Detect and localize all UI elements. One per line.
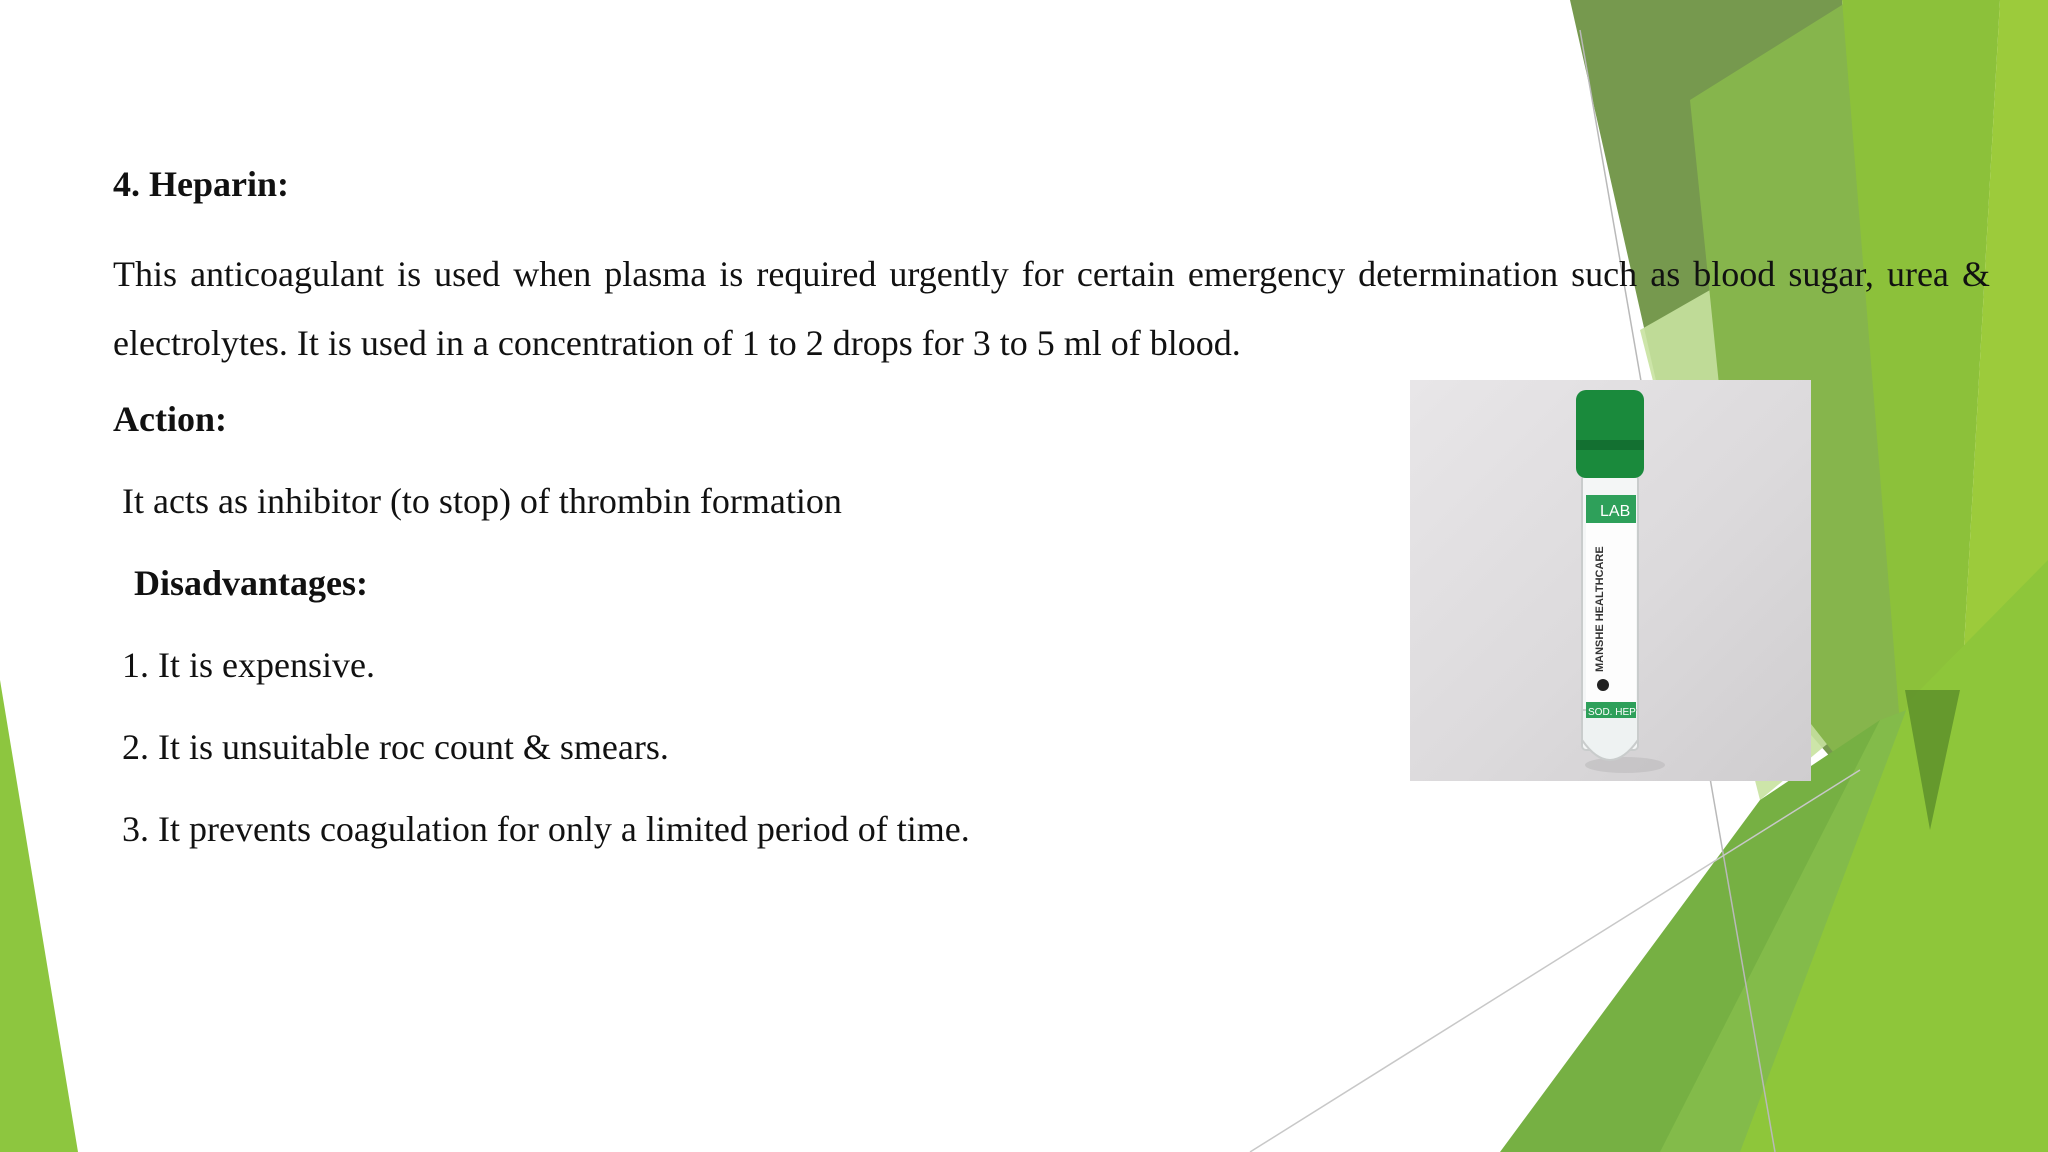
action-text: It acts as inhibitor (to stop) of thrombin formation	[122, 481, 842, 521]
left-green-sliver	[0, 680, 78, 1152]
tube-cap	[1576, 390, 1644, 478]
brand-logo-icon	[1597, 679, 1609, 691]
disadvantage-item: 1. It is expensive.	[122, 645, 375, 685]
description-paragraph: This anticoagulant is used when plasma is required urgently for certain emergency determination such as blood sugar, urea & electrolytes. It is used in a concentration of 1 to 2 drops for 3 to 5 ml of blood.	[113, 254, 1990, 363]
heparin-tube-photo	[1410, 380, 1811, 781]
tube-shadow	[1585, 757, 1665, 773]
heading-action: Action:	[113, 399, 227, 439]
tube-cap-ridge	[1576, 440, 1644, 450]
disadvantage-item: 3. It prevents coagulation for only a limited period of time.	[122, 809, 970, 849]
tube-label-brand: MANSHE HEALTHCARE	[1594, 546, 1606, 672]
heading-disadvantages: Disadvantages:	[134, 563, 369, 603]
disadvantage-item: 2. It is unsuitable roc count & smears.	[122, 727, 669, 767]
tube-label-bottom-text: SOD. HEP	[1588, 707, 1636, 718]
heading-heparin: 4. Heparin:	[113, 164, 289, 204]
tube-label-top-text: LAB	[1600, 503, 1631, 520]
